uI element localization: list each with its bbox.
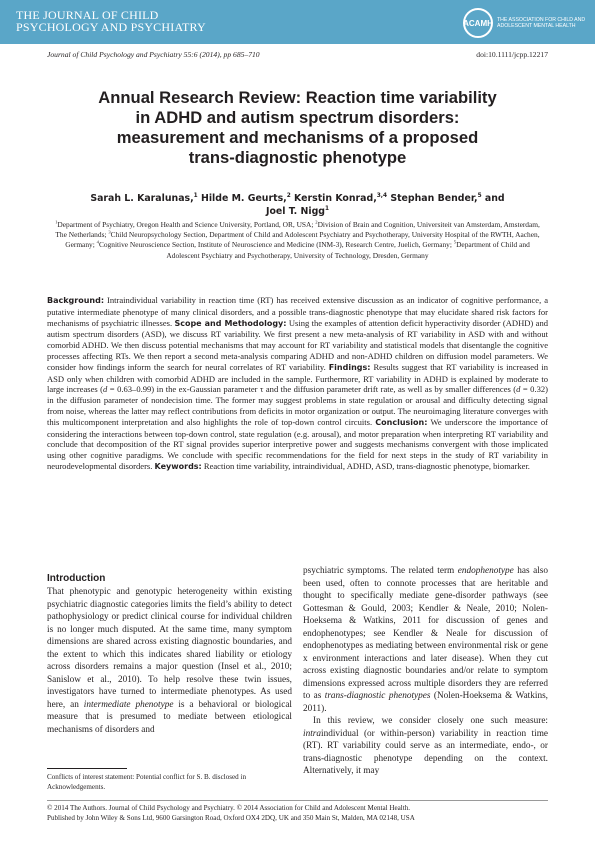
body-paragraph <box>47 586 292 736</box>
abstract-text: We underscore the importance of considering the interactions between top-down control, state regulation (e.g. arousal), and motor preparation when interpreting RT variability and conclude that decomposition of the RT signal provides superior interpretive power and suggests mechanisms convergent with those implicated using other cognitive paradigms. We conclude with specific recommendations for the field for next steps in the study of RT variability in neurodevelopmental disorders. <box>47 416 548 471</box>
author-connector: and <box>481 193 505 204</box>
body-paragraph <box>303 565 548 715</box>
effect-size-symbol: d <box>103 384 108 395</box>
body-text: has also been used, often to connote processes that are heritable and thought to specifically mediate gene-disorder pathways (see Gottesman & Gould, 2003; Kendler & Neale, 2010; Nolen-Hoeksema & Watkins, 2011 for discussion of genes and endophenotypes; see Kendler & Neale for discussion of endophenotypes as mediating between environmental risk or gene x environment interactions and later disease). When they cut across existing diagnostic boundaries and/or relate to symptom dimensions expressed across multiple disorders they are referred to as <box>303 566 548 701</box>
conflict-of-interest-footnote: Conflicts of interest statement: Potential conflict for S. B. disclosed in Acknowledgements. <box>47 773 246 791</box>
emphasis-text: intermediate phenotype <box>83 699 174 710</box>
author-affil-mark: 1 <box>325 205 330 212</box>
abstract-text: = 0.63–0.99) in the ex-Gaussian parameter τ and the diffusion parameter drift rate, as well as by smaller differences ( <box>107 384 517 395</box>
citation: Journal of Child Psychology and Psychiatry 55:6 (2014), pp 685–710 <box>47 50 260 59</box>
abstract-heading-scope: Scope and Methodology: <box>174 318 287 328</box>
title-line: Annual Research Review: Reaction time variability <box>98 88 497 107</box>
acamh-text: THE ASSOCIATION FOR CHILD AND ADOLESCENT MENTAL HEALTH <box>497 16 586 29</box>
author-name: Stephan Bender, <box>387 193 478 204</box>
emphasis-text: intra <box>303 728 321 739</box>
acamh-logo <box>463 8 587 38</box>
author-affil-mark: 3,4 <box>376 192 388 199</box>
title-line: measurement and mechanisms of a proposed <box>116 128 479 147</box>
abstract <box>47 295 548 522</box>
abstract-text: = 0.32) in the diffusion parameter of nondecision time. The former may suggest problems in state regulation or arousal and difficulty detecting signal from noise, whereas the latter may reflect contributions from deficits in motor organization or output. The neuroimaging literature converges with this multicomponent interpretation and also highlights the role of top-down control circuits. <box>47 384 548 427</box>
body-text: That phenotypic and genotypic heterogeneity within existing psychiatric diagnostic categories limits the field’s ability to detect pathophysiology or predict clinical course for individual children is no longer much disputed. At the same time, many symptom dimensions are shared across existing diagnostic boundaries, and the extent to which this indicates shared liability or etiology across disorders remains a major question (Insel et al., 2010; Sanislow et al., 2010). To help resolve these twin issues, investigators have turned to intermediate phenotypes. As used here, an <box>47 587 292 710</box>
body-text: is a behavioral or biological measure that is presumed to mediate between etiological mechanisms of disorders and <box>47 699 292 735</box>
title-line: trans-diagnostic phenotype <box>188 148 407 167</box>
affil-number: 4 <box>96 239 99 245</box>
effect-size-symbol: d <box>516 384 521 395</box>
body-text: individual (or within-person) variability in reaction time (RT). RT variability could serve as an intermediate, endo-, or trans-diagnostic phenotype depending on the context. Alternatively, it may <box>303 728 548 776</box>
footer-divider <box>47 800 548 801</box>
copyright-footer <box>47 803 548 823</box>
title-line: in ADHD and autism spectrum disorders: <box>135 108 460 127</box>
body-paragraph <box>303 715 548 778</box>
author-name: Hilde M. Geurts, <box>197 193 287 204</box>
keywords-text: Reaction time variability, intraindividual, ADHD, ASD, trans-diagnostic phenotype, biomarker. <box>201 460 530 471</box>
author-affil-mark: 1 <box>193 192 198 199</box>
body-text: In this review, we consider closely one such measure: <box>313 716 548 726</box>
journal-logo-line1: THE JOURNAL OF CHILD <box>16 8 159 22</box>
author-affil-mark: 5 <box>477 192 482 199</box>
affil-text: Department of Psychiatry, Oregon Health and Science University, Portland, OR, USA; <box>57 220 316 229</box>
acamh-badge-icon: ACAMH <box>463 8 493 38</box>
affil-text: Department of Child and Adolescent Psychiatry and Psychotherapy, University of Technology, Dresden, Germany <box>166 240 530 260</box>
abstract-heading-background: Background: <box>47 296 105 305</box>
abstract-text: Results suggest that RT variability is increased in ASD only when children with comorbid ADHD are included in the sample. Furthermore, RT variability in ADHD is explained by moderate to large increases ( <box>47 361 548 395</box>
affil-text: Cognitive Neuroscience Section, Institute of Neuroscience and Medicine (INM-3), Research Centre, Juelich, Germany; <box>98 240 454 250</box>
publisher-line: Published by John Wiley & Sons Ltd, 9600 Garsington Road, Oxford OX4 2DQ, UK and 350 Main St, Malden, MA 02148, USA <box>47 814 415 822</box>
abstract-heading-keywords: Keywords: <box>154 461 202 471</box>
affiliations <box>55 220 540 261</box>
emphasis-text: endophenotype <box>457 566 514 576</box>
copyright-line: © 2014 The Authors. Journal of Child Psychology and Psychiatry. © 2014 Association for Child and Adolescent Mental Health. <box>47 804 411 812</box>
affil-number: 3 <box>108 229 111 235</box>
author-affil-mark: 2 <box>286 192 291 199</box>
body-column-right <box>303 565 548 795</box>
body-text: (Nolen-Hoeksema & Watkins, 2011). <box>303 691 548 714</box>
article-title <box>47 88 548 168</box>
body-column-left <box>47 565 292 745</box>
author-name: Sarah L. Karalunas, <box>90 193 194 204</box>
abstract-text: Intraindividual variability in reaction time (RT) has received extensive discussion as an indicator of cognitive performance, a putative intermediate phenotype of many clinical disorders, and a possible trans-diagnostic phenotype that may elucidate shared risk factors for mechanisms of psychiatric illnesses. <box>47 295 548 328</box>
author-name: Kerstin Konrad, <box>290 193 377 204</box>
emphasis-text: trans-diagnostic phenotypes <box>324 691 431 701</box>
affil-text: Child Neuropsychology Section, Department of Child and Adolescent Psychiatry and Psychotherapy, University Hospital of the RWTH, Aachen, Germany; <box>65 230 540 250</box>
affil-text: Division of Brain and Cognition, Universiteit van Amsterdam, Amsterdam, The Netherlands; <box>55 220 540 240</box>
doi-link[interactable]: doi:10.1111/jcpp.12217 <box>476 50 548 59</box>
abstract-text: Using the examples of attention deficit hyperactivity disorder (ADHD) and autism spectrum disorders (ASD), we discuss RT variability. We first present a new meta-analysis of RT variability in ASD with and without comorbid ADHD. We then discuss potential mechanisms that may account for RT variability and statistical models that disentangle the cognitive processes affecting RTs. We then report a second meta-analysis comparing ADHD and non-ADHD children on diffusion model parameters. We consider how findings inform the search for neural correlates of RT variability. <box>47 317 548 372</box>
footnote-divider <box>47 768 127 769</box>
author-name: Joel T. Nigg <box>265 205 325 217</box>
affil-number: 1 <box>55 219 58 225</box>
body-text: psychiatric symptoms. The related term <box>303 566 458 576</box>
journal-logo <box>16 9 206 33</box>
abstract-heading-conclusion: Conclusion: <box>375 417 428 427</box>
running-header <box>47 50 548 60</box>
affil-number: 5 <box>453 239 457 245</box>
abstract-heading-findings: Findings: <box>328 362 371 372</box>
journal-banner <box>0 0 595 44</box>
journal-logo-line2: PSYCHOLOGY AND PSYCHIATRY <box>16 20 206 34</box>
author-list <box>60 193 535 218</box>
section-heading-introduction: Introduction <box>47 573 106 584</box>
affil-number: 2 <box>315 219 318 225</box>
